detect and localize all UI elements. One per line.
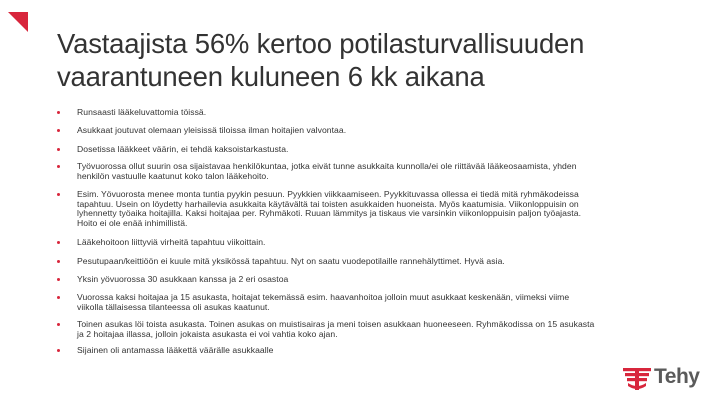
bullet-icon bbox=[57, 260, 60, 263]
bullet-text: Dosetissa lääkkeet väärin, ei tehdä kaksoistarkastusta. bbox=[77, 144, 289, 154]
list-item bbox=[57, 145, 677, 155]
list-item bbox=[57, 190, 677, 228]
slide-title bbox=[57, 27, 697, 93]
bullet-icon bbox=[57, 193, 60, 196]
bullet-text: Toinen asukas löi toista asukasta. Toinen asukas on muistisairas ja meni toisen asukkaan huoneeseen. Ryhmäkodissa on 15 asukasta ja 2 hoitajaa illassa, jolloin jokaista asukasta ei voi vahtia koko ajan. bbox=[77, 319, 595, 339]
bullet-icon bbox=[57, 148, 60, 151]
list-item bbox=[57, 293, 677, 312]
bullet-text: Pesutupaan/keittiöön ei kuule mitä yksikössä tapahtuu. Nyt on saatu vuodepotilaille rannehälyttimet. Hyvä asia. bbox=[77, 256, 505, 266]
bullet-icon bbox=[57, 165, 60, 168]
bullet-text: Yksin yövuorossa 30 asukkaan kanssa ja 2 eri osastoa bbox=[77, 274, 289, 284]
list-item bbox=[57, 126, 677, 136]
bullet-text: Runsaasti lääkeluvattomia töissä. bbox=[77, 107, 207, 117]
bullet-icon bbox=[57, 296, 60, 299]
bullet-text: Vuorossa kaksi hoitajaa ja 15 asukasta, hoitajat tekemässä esim. haavanhoitoa jolloin muut asukkaat keskenään, viimeksi viime viikolla tällaisessa tilanteessa oli asukas kaatunut. bbox=[77, 292, 570, 312]
bullet-icon bbox=[57, 111, 60, 114]
bullet-icon bbox=[57, 349, 60, 352]
list-item bbox=[57, 346, 677, 356]
list-item bbox=[57, 275, 677, 285]
bullet-icon bbox=[57, 323, 60, 326]
logo-wordmark: Tehy bbox=[654, 365, 700, 388]
list-item bbox=[57, 162, 677, 181]
list-item bbox=[57, 108, 677, 118]
bullet-text: Esim. Yövuorosta menee monta tuntia pyykin pesuun. Pyykkien viikkaamiseen. Pyykkituvassa ollessa ei tiedä mitä ryhmäkodeissa tapahtuu. Usein on löydetty harhailevia asukkaita käytävältä tai toisten asukkaiden huoneista. Myös kaatumisia. Viikonloppuisin on lyhennetty työaika hoitajilla. Kaksi hoitajaa per. Ryhmäkoti. Ruuan lämmitys ja tiskaus vie varsinkin viikonloppuisin paljon työajasta. Hoito ei ole enää inhimillistä. bbox=[77, 189, 582, 228]
bullet-icon bbox=[57, 241, 60, 244]
title-line-2: vaarantuneen kuluneen 6 kk aikana bbox=[57, 61, 485, 92]
list-item bbox=[57, 257, 677, 267]
bullet-text: Työvuorossa ollut suurin osa sijaistavaa henkilökuntaa, jotka eivät tunne asukkaita kunnolla/ei ole riittävää lääkeosaamista, yhden henkilön vastuulle kaatunut koko talon lääkehoito. bbox=[77, 161, 577, 181]
list-item bbox=[57, 320, 677, 339]
bullet-text: Lääkehoitoon liittyviä virheitä tapahtuu viikoittain. bbox=[77, 237, 266, 247]
bullet-icon bbox=[57, 278, 60, 281]
bullet-text: Sijainen oli antamassa lääkettä väärälle asukkaalle bbox=[77, 345, 274, 355]
bullet-text: Asukkaat joutuvat olemaan yleisissä tiloissa ilman hoitajien valvontaa. bbox=[77, 125, 347, 135]
title-line-1: Vastaajista 56% kertoo potilasturvallisuuden bbox=[57, 28, 585, 59]
list-item bbox=[57, 238, 677, 248]
corner-accent-icon bbox=[8, 12, 28, 32]
bullet-icon bbox=[57, 129, 60, 132]
